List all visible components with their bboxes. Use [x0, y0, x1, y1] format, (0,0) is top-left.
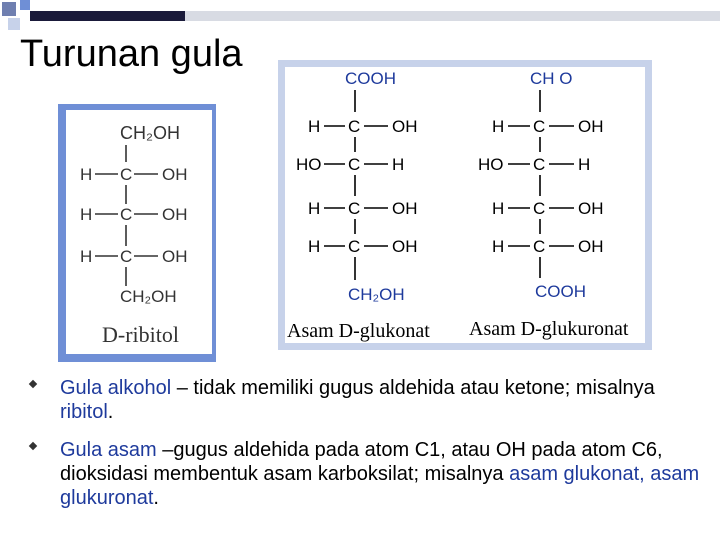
ribitol-top-group: CH₂OH — [120, 123, 180, 143]
example-ribitol: ribitol — [60, 401, 108, 423]
glukonat-row2-center: C — [348, 155, 361, 174]
glukuronat-row1-right: OH — [578, 117, 604, 136]
glukuronat-row2-right: H — [578, 155, 591, 174]
glukonat-row3-left: H — [308, 199, 321, 218]
ribitol-row3-center: C — [120, 247, 133, 266]
bullet-end: . — [153, 487, 159, 509]
bullet-list — [30, 376, 710, 524]
glukuronat-bottom-group: COOH — [535, 282, 586, 301]
ribitol-row1-center: C — [120, 165, 133, 184]
glukonat-row2-right: H — [392, 155, 405, 174]
ribitol-row1-left: H — [80, 165, 93, 184]
glukonat-row4-center: C — [348, 237, 361, 256]
glukuronat-row3-center: C — [533, 199, 546, 218]
example-asam-glukonat-glukuronat: asam glukonat, asam glukuronat — [60, 463, 700, 509]
glukuronat-row2-center: C — [533, 155, 546, 174]
glukonat-row3-center: C — [348, 199, 361, 218]
glukonat-top-group: COOH — [345, 69, 396, 88]
glukuronat-row4-right: OH — [578, 237, 604, 256]
glukuronat-row3-left: H — [492, 199, 505, 218]
bullet-gula-asam — [30, 438, 710, 510]
bullet-end: . — [107, 401, 114, 423]
glukuronat-row1-center: C — [533, 117, 546, 136]
bullet-gula-alkohol — [30, 376, 710, 424]
slide-title: Turunan gula — [20, 33, 243, 75]
glukonat-bottom-group: CH₂OH — [348, 285, 405, 304]
ribitol-row3-right: OH — [162, 247, 188, 266]
glukonat-row2-left: HO — [296, 155, 322, 174]
term-gula-alkohol: Gula alkohol — [60, 377, 172, 399]
term-gula-asam: Gula asam — [60, 439, 157, 461]
glukuronat-caption: Asam D-glukuronat — [469, 318, 629, 340]
glukuronat-top-group: CH O — [530, 69, 573, 88]
glukonat-row1-center: C — [348, 117, 361, 136]
glukuronat-row2-left: HO — [478, 155, 504, 174]
ribitol-row2-left: H — [80, 205, 93, 224]
bullet-diamond-icon — [29, 380, 37, 388]
ribitol-row2-right: OH — [162, 205, 188, 224]
ribitol-row3-left: H — [80, 247, 93, 266]
glukuronat-row4-left: H — [492, 237, 505, 256]
glukonat-row1-left: H — [308, 117, 321, 136]
ribitol-caption: D-ribitol — [102, 322, 179, 347]
glukonat-row3-right: OH — [392, 199, 418, 218]
glukuronat-row4-center: C — [533, 237, 546, 256]
glukuronat-row3-right: OH — [578, 199, 604, 218]
ribitol-row2-center: C — [120, 205, 133, 224]
bullet-diamond-icon — [29, 442, 37, 450]
bullet-text: –gugus aldehida pada atom C1, atau OH pada atom C6, dioksidasi membentuk asam karboksilat; misalnya — [60, 439, 663, 485]
bullet-text: – tidak memiliki gugus aldehida atau ketone; misalnya — [171, 377, 655, 399]
glukonat-caption: Asam D-glukonat — [287, 320, 430, 342]
ribitol-bottom-group: CH₂OH — [120, 287, 177, 306]
glukonat-row1-right: OH — [392, 117, 418, 136]
glukonat-row4-left: H — [308, 237, 321, 256]
glukonat-row4-right: OH — [392, 237, 418, 256]
ribitol-row1-right: OH — [162, 165, 188, 184]
glukuronat-row1-left: H — [492, 117, 505, 136]
